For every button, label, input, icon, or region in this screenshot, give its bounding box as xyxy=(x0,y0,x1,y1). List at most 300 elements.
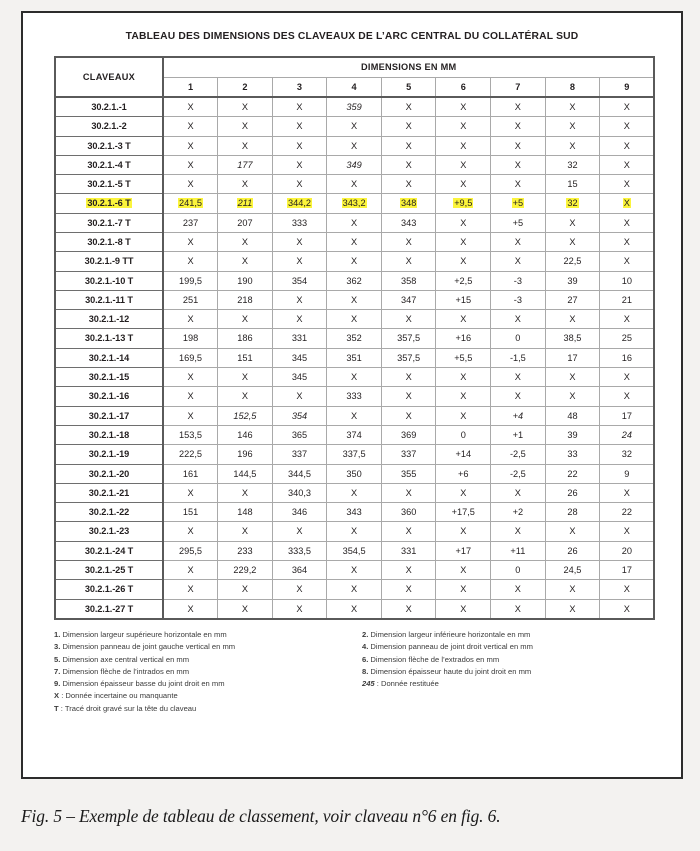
table-cell: +4 xyxy=(491,406,546,425)
table-cell: X xyxy=(381,522,436,541)
legend-item-key: X xyxy=(54,691,60,701)
table-row xyxy=(55,194,654,213)
table-cell xyxy=(218,194,273,213)
legend-item-key: 3. xyxy=(54,642,61,652)
table-body xyxy=(55,97,654,619)
table-cell: X xyxy=(381,368,436,387)
legend-item-key: 9. xyxy=(54,679,61,689)
table-cell: X xyxy=(218,368,273,387)
table-cell: X xyxy=(491,522,546,541)
column-header-4: 4 xyxy=(327,77,382,97)
table-row xyxy=(55,599,654,619)
table-cell: X xyxy=(436,522,491,541)
highlight-mark: 344,2 xyxy=(287,198,311,209)
column-header-3: 3 xyxy=(272,77,327,97)
table-cell: X xyxy=(381,97,436,117)
table-cell: X xyxy=(327,522,382,541)
table-cell: 364 xyxy=(272,561,327,580)
table-cell: X xyxy=(600,310,655,329)
table-cell: X xyxy=(218,387,273,406)
table-legend xyxy=(23,620,681,715)
table-cell: X xyxy=(327,175,382,194)
table-cell: 144,5 xyxy=(218,464,273,483)
table-cell: 25 xyxy=(600,329,655,348)
table-cell: X xyxy=(163,387,218,406)
column-header-7: 7 xyxy=(491,77,546,97)
row-label: 30.2.1.-11 T xyxy=(55,290,163,309)
table-cell: X xyxy=(491,368,546,387)
table-cell: X xyxy=(436,252,491,271)
table-cell: 337 xyxy=(272,445,327,464)
table-cell: X xyxy=(491,155,546,174)
table-row xyxy=(55,271,654,290)
table-cell: X xyxy=(381,387,436,406)
table-cell: -3 xyxy=(491,290,546,309)
legend-item-key: 8. xyxy=(361,666,369,676)
table-cell: X xyxy=(163,97,218,117)
highlight-mark: 32 xyxy=(567,198,578,209)
table-cell: X xyxy=(272,387,327,406)
table-row xyxy=(55,541,654,560)
table-cell: 233 xyxy=(218,541,273,560)
highlight-mark: 241,5 xyxy=(179,198,203,209)
row-label: 30.2.1.-3 T xyxy=(55,136,163,155)
table-cell: 146 xyxy=(218,425,273,444)
table-cell: 39 xyxy=(545,425,600,444)
table-cell: 333,5 xyxy=(272,541,327,560)
column-header-5: 5 xyxy=(381,77,436,97)
table-cell: 369 xyxy=(381,425,436,444)
table-cell: X xyxy=(545,136,600,155)
table-cell: -2,5 xyxy=(491,445,546,464)
table-cell: X xyxy=(163,406,218,425)
legend-item xyxy=(54,629,352,641)
table-cell: X xyxy=(381,252,436,271)
column-group-header-dimensions: DIMENSIONS EN MM xyxy=(163,57,654,77)
table-row xyxy=(55,406,654,425)
table-cell: X xyxy=(272,97,327,117)
table-cell: -2,5 xyxy=(491,464,546,483)
table-cell: X xyxy=(381,155,436,174)
table-row xyxy=(55,522,654,541)
table-cell: 26 xyxy=(545,541,600,560)
table-cell: X xyxy=(545,117,600,136)
table-cell: 32 xyxy=(600,445,655,464)
row-label: 30.2.1.-7 T xyxy=(55,213,163,232)
table-cell: X xyxy=(600,599,655,619)
row-label: 30.2.1.-20 xyxy=(55,464,163,483)
table-cell: X xyxy=(436,213,491,232)
legend-item xyxy=(362,629,650,641)
table-cell: X xyxy=(381,599,436,619)
table-cell: X xyxy=(491,136,546,155)
table-cell: 161 xyxy=(163,464,218,483)
row-label: 30.2.1.-23 xyxy=(55,522,163,541)
table-cell: 0 xyxy=(491,561,546,580)
table-cell: 346 xyxy=(272,503,327,522)
legend-item-key: 245 xyxy=(361,679,375,689)
table-cell: 169,5 xyxy=(163,348,218,367)
table-cell: 9 xyxy=(600,464,655,483)
table-cell: X xyxy=(436,97,491,117)
row-label: 30.2.1.-2 xyxy=(55,117,163,136)
table-cell: 374 xyxy=(327,425,382,444)
table-cell: 345 xyxy=(272,348,327,367)
table-cell: +2,5 xyxy=(436,271,491,290)
row-label: 30.2.1.-15 xyxy=(55,368,163,387)
table-cell xyxy=(327,194,382,213)
table-cell: X xyxy=(272,232,327,251)
table-cell: X xyxy=(218,117,273,136)
table-cell: X xyxy=(381,175,436,194)
table-cell: X xyxy=(272,175,327,194)
table-cell: X xyxy=(545,97,600,117)
figure-frame xyxy=(21,11,683,779)
table-cell: X xyxy=(327,561,382,580)
table-cell: 153,5 xyxy=(163,425,218,444)
table-cell: X xyxy=(218,232,273,251)
table-cell: X xyxy=(491,483,546,502)
table-cell: 355 xyxy=(381,464,436,483)
table-cell: X xyxy=(327,252,382,271)
legend-item-key: 4. xyxy=(361,642,369,652)
legend-item xyxy=(362,678,650,690)
column-header-6: 6 xyxy=(436,77,491,97)
table-cell xyxy=(600,194,655,213)
row-label: 30.2.1.-24 T xyxy=(55,541,163,560)
table-cell: X xyxy=(381,117,436,136)
table-cell: X xyxy=(163,117,218,136)
legend-item-text: : Donnée restituée xyxy=(374,679,439,689)
table-row xyxy=(55,97,654,117)
row-label: 30.2.1.-16 xyxy=(55,387,163,406)
row-label: 30.2.1.-5 T xyxy=(55,175,163,194)
row-label: 30.2.1.-17 xyxy=(55,406,163,425)
table-cell: X xyxy=(600,213,655,232)
table-cell: X xyxy=(491,252,546,271)
table-cell: X xyxy=(436,310,491,329)
table-cell: X xyxy=(600,483,655,502)
table-container xyxy=(23,42,681,620)
column-header-1: 1 xyxy=(163,77,218,97)
table-cell: 15 xyxy=(545,175,600,194)
legend-item xyxy=(54,641,352,653)
legend-item-text: Dimension épaisseur basse du joint droit en mm xyxy=(60,679,225,689)
table-cell: X xyxy=(272,290,327,309)
legend-item xyxy=(362,666,650,678)
table-cell: +2 xyxy=(491,503,546,522)
table-cell: +17,5 xyxy=(436,503,491,522)
table-row xyxy=(55,464,654,483)
table-cell: X xyxy=(600,97,655,117)
legend-item-text: Dimension flèche de l’intrados en mm xyxy=(60,666,190,676)
table-cell: X xyxy=(545,580,600,599)
table-cell: X xyxy=(545,599,600,619)
table-cell: X xyxy=(163,310,218,329)
table-cell: 22,5 xyxy=(545,252,600,271)
table-cell: X xyxy=(545,310,600,329)
table-cell: X xyxy=(436,117,491,136)
table-cell: X xyxy=(491,387,546,406)
table-row xyxy=(55,290,654,309)
table-cell: X xyxy=(600,117,655,136)
table-cell: X xyxy=(218,483,273,502)
table-row xyxy=(55,561,654,580)
table-cell: X xyxy=(436,387,491,406)
table-cell: 359 xyxy=(327,97,382,117)
row-label: 30.2.1.-14 xyxy=(55,348,163,367)
table-cell: 218 xyxy=(218,290,273,309)
table-cell: 48 xyxy=(545,406,600,425)
table-cell: X xyxy=(545,522,600,541)
table-row xyxy=(55,155,654,174)
table-cell: X xyxy=(381,406,436,425)
legend-item-text: : Tracé droit gravé sur la tête du claveau xyxy=(58,703,197,713)
table-row xyxy=(55,175,654,194)
legend-item xyxy=(362,654,650,666)
table-cell: 295,5 xyxy=(163,541,218,560)
table-cell: 152,5 xyxy=(218,406,273,425)
table-cell xyxy=(545,194,600,213)
table-cell: 22 xyxy=(545,464,600,483)
table-cell: 333 xyxy=(327,387,382,406)
row-label: 30.2.1.-26 T xyxy=(55,580,163,599)
table-cell: X xyxy=(163,155,218,174)
legend-item-text: Dimension panneau de joint droit vertical en mm xyxy=(368,642,533,652)
table-cell: X xyxy=(218,522,273,541)
table-title: TABLEAU DES DIMENSIONS DES CLAVEAUX DE L’ARC CENTRAL DU COLLATÉRAL SUD xyxy=(125,31,579,42)
table-cell: X xyxy=(491,599,546,619)
table-cell: X xyxy=(272,136,327,155)
table-cell: X xyxy=(381,232,436,251)
table-cell: X xyxy=(600,136,655,155)
table-cell: X xyxy=(436,155,491,174)
table-cell: X xyxy=(218,136,273,155)
table-cell: X xyxy=(600,155,655,174)
table-head xyxy=(55,57,654,97)
table-cell: X xyxy=(272,522,327,541)
legend-item-text: Dimension axe central vertical en mm xyxy=(60,654,190,664)
table-cell: 331 xyxy=(381,541,436,560)
highlight-mark: 343,2 xyxy=(342,198,366,209)
table-cell: X xyxy=(491,310,546,329)
column-header-2: 2 xyxy=(218,77,273,97)
table-cell: 347 xyxy=(381,290,436,309)
table-cell: X xyxy=(327,136,382,155)
table-cell: 352 xyxy=(327,329,382,348)
table-header-row-group xyxy=(55,57,654,77)
table-row xyxy=(55,213,654,232)
table-cell: +14 xyxy=(436,445,491,464)
table-cell: 17 xyxy=(600,406,655,425)
row-label: 30.2.1.-27 T xyxy=(55,599,163,619)
row-label: 30.2.1.-10 T xyxy=(55,271,163,290)
dimensions-table xyxy=(54,56,655,620)
table-cell: X xyxy=(163,175,218,194)
table-cell: 345 xyxy=(272,368,327,387)
table-cell: 199,5 xyxy=(163,271,218,290)
table-cell: X xyxy=(436,368,491,387)
table-cell: 22 xyxy=(600,503,655,522)
table-cell: 337,5 xyxy=(327,445,382,464)
table-cell: X xyxy=(600,175,655,194)
legend-item-key: 1. xyxy=(54,629,61,639)
table-cell: 358 xyxy=(381,271,436,290)
table-cell: 24,5 xyxy=(545,561,600,580)
table-cell: X xyxy=(436,175,491,194)
table-row xyxy=(55,117,654,136)
highlight-mark: X xyxy=(623,198,630,209)
table-row xyxy=(55,329,654,348)
table-cell: X xyxy=(436,406,491,425)
table-cell: X xyxy=(327,368,382,387)
table-cell: X xyxy=(436,561,491,580)
table-cell: X xyxy=(381,561,436,580)
row-label: 30.2.1.-21 xyxy=(55,483,163,502)
table-cell: X xyxy=(491,232,546,251)
table-row xyxy=(55,368,654,387)
row-label: 30.2.1.-22 xyxy=(55,503,163,522)
table-cell: 237 xyxy=(163,213,218,232)
table-cell: 357,5 xyxy=(381,348,436,367)
legend-column-right xyxy=(352,629,650,715)
table-cell: X xyxy=(545,368,600,387)
table-cell: X xyxy=(163,368,218,387)
table-cell: 350 xyxy=(327,464,382,483)
table-cell: X xyxy=(163,580,218,599)
table-cell: 251 xyxy=(163,290,218,309)
legend-item-key: 2. xyxy=(361,629,369,639)
table-cell: 17 xyxy=(545,348,600,367)
legend-item-text: Dimension largeur inférieure horizontale en mm xyxy=(368,629,531,639)
table-cell: X xyxy=(327,310,382,329)
table-cell: X xyxy=(600,252,655,271)
table-cell: X xyxy=(381,483,436,502)
row-label: 30.2.1.-13 T xyxy=(55,329,163,348)
table-cell xyxy=(163,194,218,213)
table-cell: X xyxy=(491,580,546,599)
table-cell: X xyxy=(491,97,546,117)
table-cell: 349 xyxy=(327,155,382,174)
table-cell: X xyxy=(218,599,273,619)
table-cell: X xyxy=(163,599,218,619)
table-cell: 360 xyxy=(381,503,436,522)
row-label: 30.2.1.-4 T xyxy=(55,155,163,174)
column-header-claveaux: CLAVEAUX xyxy=(55,57,163,97)
table-row xyxy=(55,580,654,599)
table-cell: X xyxy=(218,175,273,194)
table-cell: X xyxy=(218,252,273,271)
table-cell: 337 xyxy=(381,445,436,464)
table-cell xyxy=(491,194,546,213)
legend-column-left xyxy=(54,629,352,715)
column-header-8: 8 xyxy=(545,77,600,97)
table-row xyxy=(55,445,654,464)
table-cell: X xyxy=(163,483,218,502)
table-cell: X xyxy=(163,136,218,155)
legend-item-key: 7. xyxy=(54,666,61,676)
table-cell: X xyxy=(272,599,327,619)
legend-item-key: 5. xyxy=(54,654,61,664)
table-cell: 17 xyxy=(600,561,655,580)
table-cell: 16 xyxy=(600,348,655,367)
table-cell: 0 xyxy=(436,425,491,444)
legend-item xyxy=(362,641,650,653)
table-cell: 354 xyxy=(272,406,327,425)
table-cell: X xyxy=(600,580,655,599)
table-cell: X xyxy=(600,368,655,387)
row-label: 30.2.1.-1 xyxy=(55,97,163,117)
legend-item-key: 6. xyxy=(361,654,369,664)
legend-item-text: Dimension largeur supérieure horizontale en mm xyxy=(60,629,227,639)
table-cell: +15 xyxy=(436,290,491,309)
table-cell: 331 xyxy=(272,329,327,348)
table-cell: +5 xyxy=(491,213,546,232)
table-cell: X xyxy=(163,252,218,271)
table-cell: 357,5 xyxy=(381,329,436,348)
legend-item xyxy=(54,654,352,666)
table-cell: 190 xyxy=(218,271,273,290)
table-cell: 27 xyxy=(545,290,600,309)
legend-item-text: Dimension flèche de l’extrados en mm xyxy=(368,654,500,664)
table-cell: X xyxy=(272,310,327,329)
table-cell: X xyxy=(327,599,382,619)
table-cell: X xyxy=(327,232,382,251)
table-cell: 0 xyxy=(491,329,546,348)
figure-caption: Fig. 5 – Exemple de tableau de classement, voir claveau n°6 en fig. 6. xyxy=(21,806,501,826)
table-cell: 33 xyxy=(545,445,600,464)
table-row xyxy=(55,310,654,329)
table-cell: X xyxy=(327,483,382,502)
table-row xyxy=(55,232,654,251)
table-cell: X xyxy=(163,522,218,541)
table-cell: 207 xyxy=(218,213,273,232)
table-cell: 365 xyxy=(272,425,327,444)
table-cell: 186 xyxy=(218,329,273,348)
table-cell: 32 xyxy=(545,155,600,174)
table-cell: X xyxy=(545,213,600,232)
table-cell: 38,5 xyxy=(545,329,600,348)
table-cell: X xyxy=(327,406,382,425)
table-cell: 340,3 xyxy=(272,483,327,502)
table-cell: +1 xyxy=(491,425,546,444)
table-cell: 28 xyxy=(545,503,600,522)
row-label: 30.2.1.-12 xyxy=(55,310,163,329)
table-cell: 151 xyxy=(163,503,218,522)
table-cell: 351 xyxy=(327,348,382,367)
table-row xyxy=(55,387,654,406)
table-cell: 354,5 xyxy=(327,541,382,560)
table-cell: X xyxy=(545,232,600,251)
table-cell: 222,5 xyxy=(163,445,218,464)
table-cell: 333 xyxy=(272,213,327,232)
table-cell xyxy=(436,194,491,213)
highlight-mark: 30.2.1.-6 T xyxy=(87,198,131,209)
table-row xyxy=(55,483,654,502)
legend-item xyxy=(54,690,352,702)
legend-item-text: Dimension épaisseur haute du joint droit en mm xyxy=(368,666,532,676)
table-cell: X xyxy=(600,387,655,406)
table-cell: 24 xyxy=(600,425,655,444)
table-cell: 10 xyxy=(600,271,655,290)
row-label: 30.2.1.-8 T xyxy=(55,232,163,251)
table-cell: X xyxy=(218,580,273,599)
table-cell: X xyxy=(381,580,436,599)
legend-item-key: T xyxy=(54,703,59,713)
table-cell: X xyxy=(218,97,273,117)
row-label: 30.2.1.-18 xyxy=(55,425,163,444)
table-cell: +17 xyxy=(436,541,491,560)
